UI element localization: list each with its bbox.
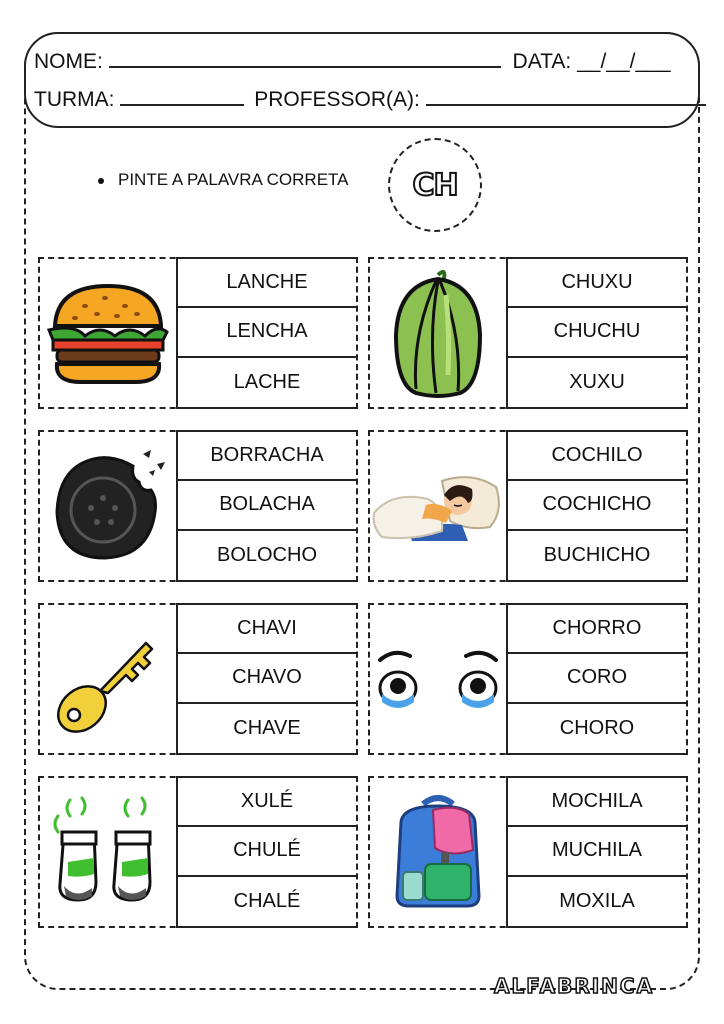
- word-option[interactable]: CORO: [508, 654, 686, 703]
- word-option[interactable]: COCHICHO: [508, 481, 686, 530]
- instruction: [98, 170, 349, 190]
- chayote-icon: [370, 259, 506, 407]
- word-options: [176, 603, 358, 755]
- word-card: [38, 430, 358, 582]
- word-card: [38, 257, 358, 409]
- word-option[interactable]: BOLACHA: [178, 481, 356, 530]
- backpack-icon: [370, 778, 506, 926]
- word-card: [368, 257, 688, 409]
- word-option[interactable]: CHORO: [559, 716, 635, 739]
- class-field[interactable]: [120, 86, 244, 106]
- cookie-icon: [40, 432, 176, 580]
- word-option[interactable]: CHAVO: [178, 654, 356, 703]
- topic-text: CH: [412, 167, 458, 203]
- instruction-text: PINTE A PALAVRA CORRETA: [118, 170, 349, 189]
- date-label: DATA:: [512, 50, 572, 73]
- bullet-icon: [98, 178, 104, 184]
- word-option[interactable]: XULÉ: [178, 778, 356, 827]
- word-option[interactable]: XUXU: [569, 370, 625, 393]
- word-options: [506, 776, 688, 928]
- teacher-label: PROFESSOR(A):: [254, 88, 420, 111]
- word-option[interactable]: MOXILA: [559, 889, 635, 912]
- word-options: [176, 776, 358, 928]
- class-label: TURMA:: [34, 88, 115, 111]
- word-option[interactable]: CHUCHU: [508, 308, 686, 357]
- word-option[interactable]: BOLOCHO: [216, 543, 318, 566]
- word-card: [38, 603, 358, 755]
- word-options: [506, 257, 688, 409]
- word-option[interactable]: LENCHA: [178, 308, 356, 357]
- word-card: [368, 776, 688, 928]
- name-field[interactable]: [109, 48, 501, 68]
- name-row: [34, 48, 671, 74]
- word-option[interactable]: CHULÉ: [178, 827, 356, 876]
- word-option[interactable]: CHAVI: [178, 605, 356, 654]
- smelly-socks-icon: [40, 778, 176, 926]
- word-options: [176, 257, 358, 409]
- word-option[interactable]: MUCHILA: [508, 827, 686, 876]
- teacher-field[interactable]: [426, 86, 706, 106]
- word-card: [38, 776, 358, 928]
- word-option[interactable]: BORRACHA: [178, 432, 356, 481]
- word-options: [506, 603, 688, 755]
- word-card: [368, 430, 688, 582]
- word-card: [368, 603, 688, 755]
- sleeping-girl-icon: [370, 432, 506, 580]
- word-option[interactable]: MOCHILA: [508, 778, 686, 827]
- word-option[interactable]: BUCHICHO: [543, 543, 651, 566]
- brand-logo: ALFABRINCA: [494, 974, 655, 998]
- word-option[interactable]: CHORRO: [508, 605, 686, 654]
- student-info-header: [24, 32, 700, 128]
- date-field[interactable]: __/__/___: [577, 50, 671, 73]
- word-options: [506, 430, 688, 582]
- class-row: [34, 86, 706, 112]
- word-options: [176, 430, 358, 582]
- word-option[interactable]: CHALÉ: [233, 889, 301, 912]
- topic-badge: [388, 138, 482, 232]
- key-icon: [40, 605, 176, 753]
- word-option[interactable]: COCHILO: [508, 432, 686, 481]
- word-option[interactable]: CHUXU: [508, 259, 686, 308]
- hamburger-icon: [40, 259, 176, 407]
- name-label: NOME:: [34, 50, 103, 73]
- word-option[interactable]: LANCHE: [178, 259, 356, 308]
- word-option[interactable]: LACHE: [233, 370, 301, 393]
- crying-eyes-icon: [370, 605, 506, 753]
- word-option[interactable]: CHAVE: [233, 716, 301, 739]
